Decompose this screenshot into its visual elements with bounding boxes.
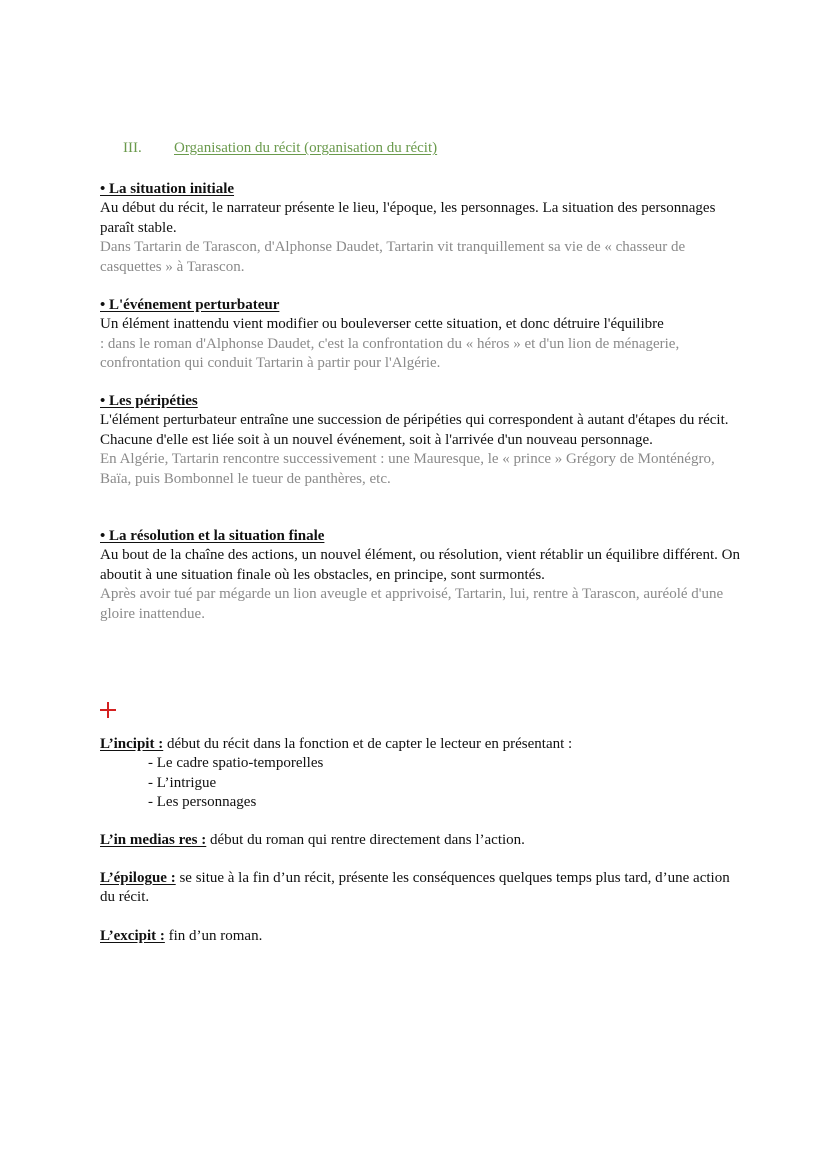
section-heading	[100, 140, 740, 162]
heading-number: III.	[123, 140, 142, 156]
section-body: L'élément perturbateur entraîne une succession de péripéties qui correspondent à autant d'étapes du récit.	[100, 412, 729, 429]
section-body: Un élément inattendu vient modifier ou bouleverser cette situation, et donc détruire l'équilibre	[100, 316, 664, 333]
section-example: Dans Tartarin de Tarascon, d'Alphonse Daudet, Tartarin vit tranquillement sa vie de « chasseur de casquettes » à Tarascon.	[100, 239, 686, 275]
section-example: : dans le roman d'Alphonse Daudet, c'est la confrontation du « héros » et d'un lion de ménagerie, confrontation qui conduit Tartarin à partir pour l'Algérie.	[100, 335, 680, 372]
term-label: L’excipit :	[100, 928, 165, 944]
list-item: - L’intrigue	[148, 774, 217, 791]
term-label: L’in medias res :	[100, 832, 207, 848]
section-resolution	[100, 527, 740, 624]
list-item: - Les personnages	[148, 794, 257, 811]
section-body: Au bout de la chaîne des actions, un nouvel élément, ou résolution, vient rétablir un équilibre différent. On aboutit à une situation finale où les obstacles, en principe, sont surmontés.	[100, 547, 740, 583]
section-title: • La résolution et la situation finale	[100, 528, 325, 544]
definition-in-medias-res	[100, 831, 740, 850]
definition-incipit	[100, 735, 740, 813]
term-label: L’épilogue :	[100, 870, 176, 886]
incipit-list	[100, 754, 740, 812]
section-evenement-perturbateur	[100, 296, 740, 374]
section-body: Au début du récit, le narrateur présente le lieu, l'époque, les personnages. La situation des personnages paraît stable.	[100, 200, 716, 236]
plus-icon	[100, 702, 116, 718]
term-text: se situe à la fin d’un récit, présente les conséquences quelques temps plus tard, d’une action du récit.	[100, 870, 730, 906]
section-situation-initiale	[100, 180, 740, 277]
section-example: Après avoir tué par mégarde un lion aveugle et apprivoisé, Tartarin, lui, rentre à Tarascon, auréolé d'une gloire inattendue.	[100, 586, 724, 622]
section-body-2: Chacune d'elle est liée soit à un nouvel événement, soit à l'arrivée d'un nouveau personnage.	[100, 431, 653, 448]
document-page	[100, 140, 740, 944]
list-item: - Le cadre spatio-temporelles	[148, 755, 324, 772]
term-text: début du roman qui rentre directement dans l’action.	[206, 832, 525, 848]
definition-epilogue	[100, 869, 740, 908]
section-title: • L'événement perturbateur	[100, 297, 280, 313]
section-peripeties	[100, 392, 740, 489]
definition-excipit	[100, 927, 740, 946]
heading-title: Organisation du récit (organisation du récit)	[174, 140, 438, 156]
section-title: • Les péripéties	[100, 393, 198, 409]
term-label: L’incipit :	[100, 736, 164, 752]
section-title: • La situation initiale	[100, 181, 235, 197]
term-text: début du récit dans la fonction et de capter le lecteur en présentant :	[163, 736, 573, 752]
section-example: En Algérie, Tartarin rencontre successivement : une Mauresque, le « prince » Grégory de Monténégro, Baïa, puis Bombonnel le tueur de panthères, etc.	[100, 451, 715, 487]
term-text: fin d’un roman.	[164, 928, 263, 944]
